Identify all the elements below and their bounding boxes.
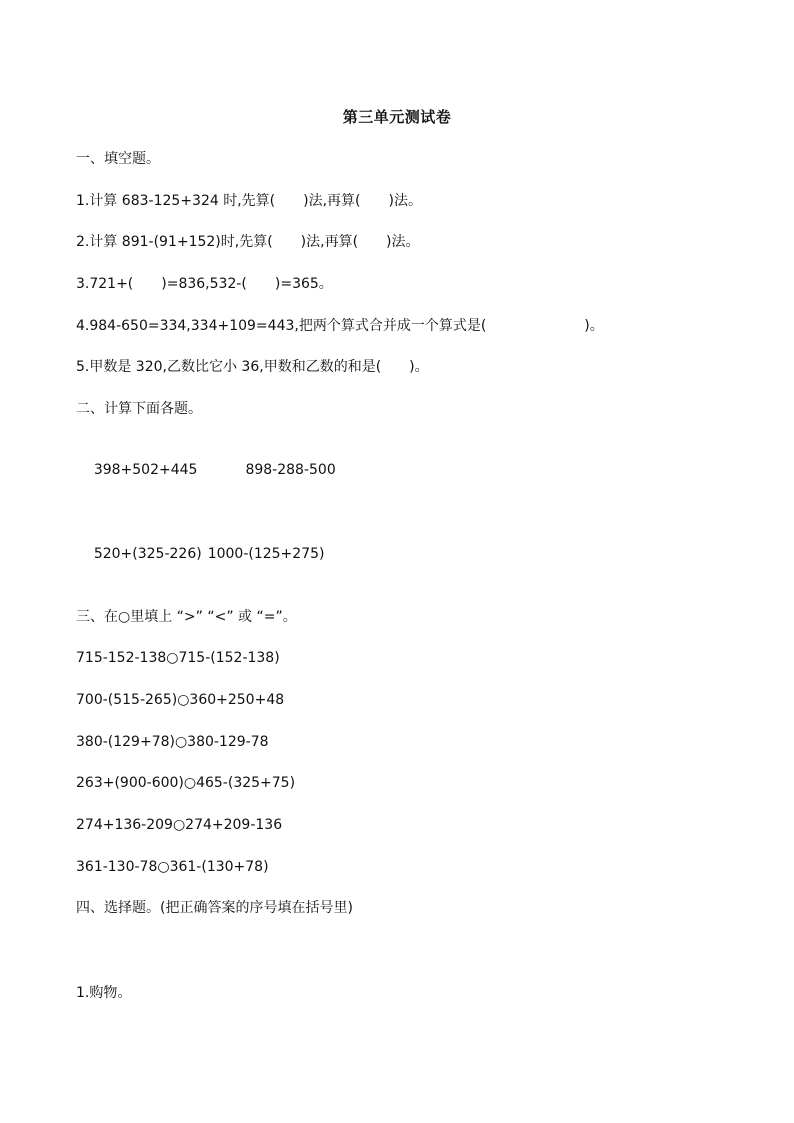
calculation-expression: 520+(325-226) [93, 546, 202, 562]
fill-blank-question-5: 5.甲数是 320,乙数比它小 36,甲数和乙数的和是( )。 [76, 359, 429, 375]
fill-blank-question-2: 2.计算 891-(91+152)时,先算( )法,再算( )法。 [76, 234, 420, 250]
fill-blank-question-4: 4.984-650=334,334+109=443,把两个算式合并成一个算式是( )。 [76, 318, 604, 334]
calculation-row-2 [76, 524, 324, 584]
section-3-heading: 三、在○里填上 “>” “<” 或 “=”。 [76, 609, 297, 625]
fill-blank-question-3: 3.721+( )=836,532-( )=365。 [76, 276, 333, 292]
section-1-heading: 一、填空题。 [76, 151, 160, 167]
calculation-row-1 [76, 440, 336, 500]
calculation-expression: 898-288-500 [245, 462, 336, 478]
fill-blank-question-1: 1.计算 683-125+324 时,先算( )法,再算( )法。 [76, 193, 422, 209]
comparison-item-4: 263+(900-600)○465-(325+75) [76, 775, 296, 791]
choice-question-1: 1.购物。 [76, 985, 132, 1001]
page-title: 第三单元测试卷 [342, 108, 452, 126]
comparison-item-2: 700-(515-265)○360+250+48 [76, 692, 285, 708]
comparison-item-6: 361-130-78○361-(130+78) [76, 859, 269, 875]
section-4-heading: 四、选择题。(把正确答案的序号填在括号里) [76, 900, 353, 916]
calculation-expression: 1000-(125+275) [207, 546, 325, 562]
comparison-item-1: 715-152-138○715-(152-138) [76, 650, 280, 666]
comparison-item-5: 274+136-209○274+209-136 [76, 817, 283, 833]
section-2-heading: 二、计算下面各题。 [76, 401, 202, 417]
calculation-expression: 398+502+445 [93, 462, 198, 478]
comparison-item-3: 380-(129+78)○380-129-78 [76, 734, 269, 750]
